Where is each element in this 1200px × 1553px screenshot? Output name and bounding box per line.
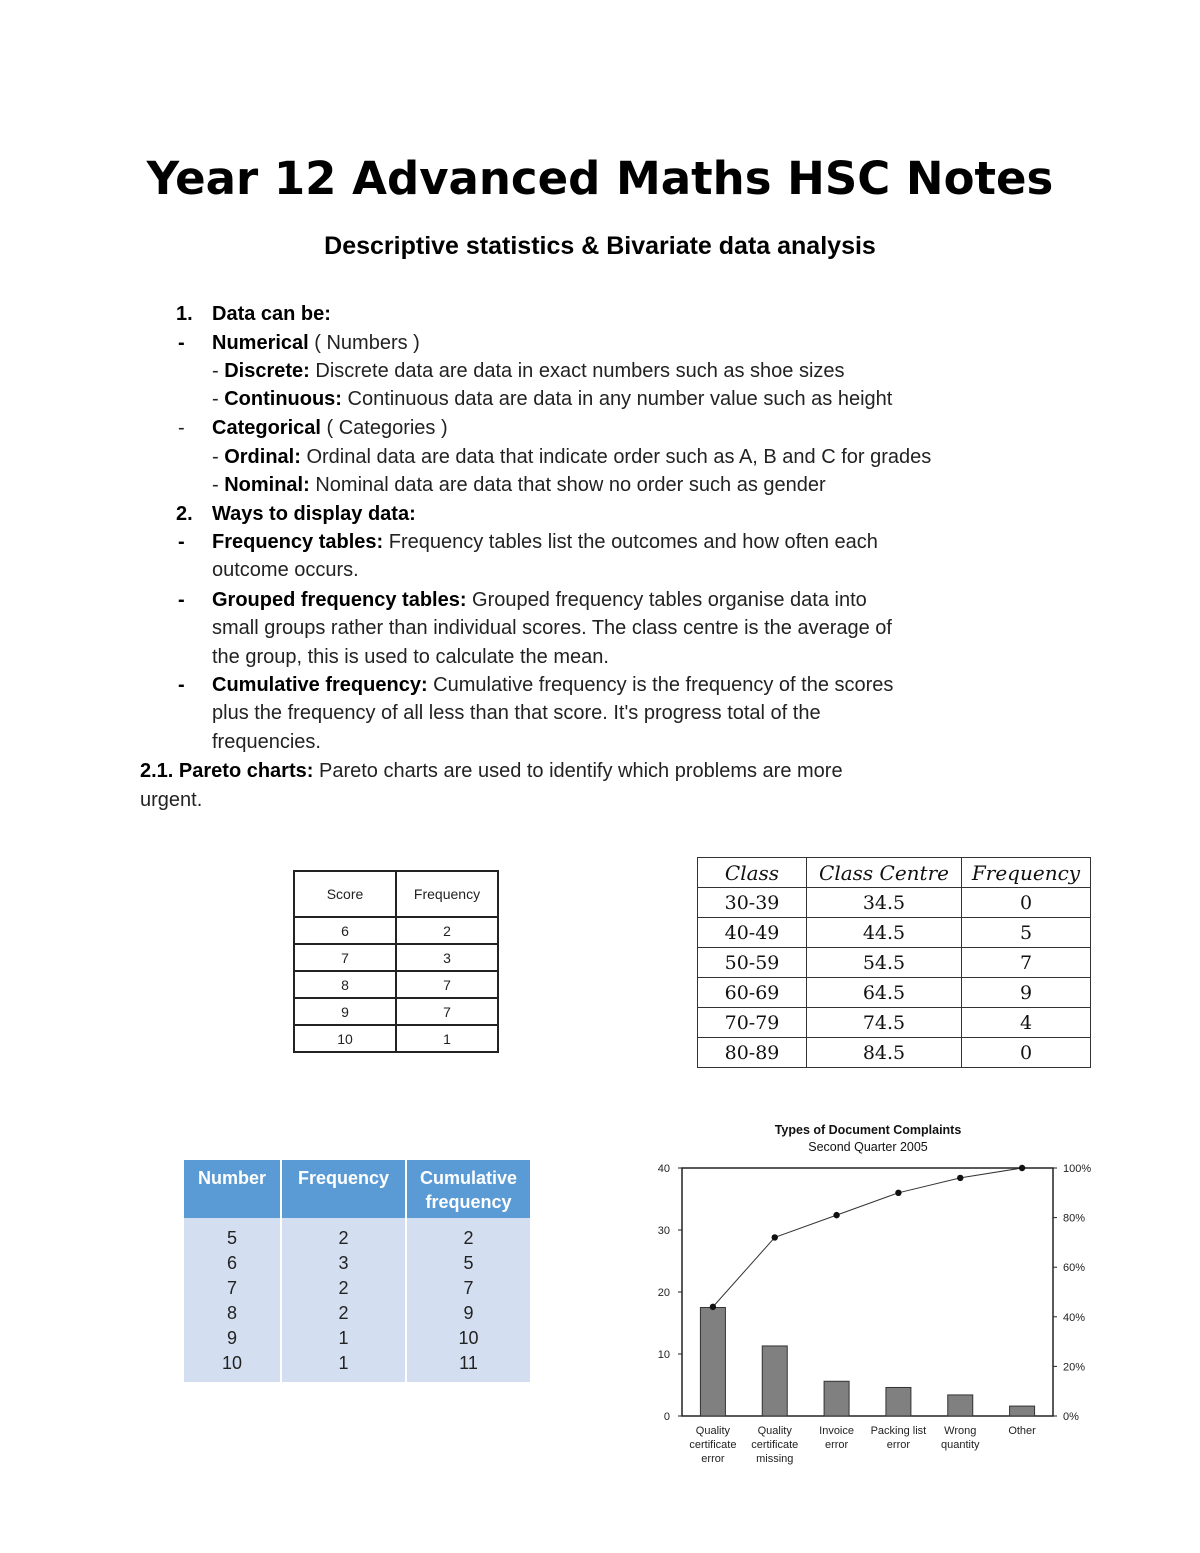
- chart-subtitle: Second Quarter 2005: [808, 1140, 928, 1154]
- table-cell: 11: [459, 1353, 478, 1373]
- term: Ordinal:: [224, 446, 301, 468]
- y-axis-tick-label: 0: [663, 1411, 670, 1423]
- table-cell: 9: [463, 1303, 474, 1323]
- table-cell: 7: [463, 1278, 474, 1298]
- term: Categorical: [212, 417, 321, 439]
- term: Numerical: [212, 332, 309, 354]
- cumulative-column: [407, 1226, 530, 1376]
- x-axis-label: certificate: [751, 1439, 799, 1451]
- number-column: [184, 1226, 280, 1376]
- term: 2.1. Pareto charts:: [140, 760, 314, 782]
- continuation-line: frequencies.: [212, 731, 321, 753]
- table-cell: 7: [396, 971, 498, 998]
- cumulative-frequency-table: [184, 1160, 530, 1382]
- cumulative-point: [895, 1190, 901, 1196]
- table-cell: 5: [962, 918, 1091, 948]
- table-cell: 2: [338, 1278, 349, 1298]
- table-cell: 7: [962, 948, 1091, 978]
- score-frequency-table: [293, 870, 499, 1053]
- x-axis-label: Quality: [695, 1425, 731, 1437]
- table-cell: 5: [226, 1228, 237, 1248]
- x-axis-label: certificate: [689, 1439, 737, 1451]
- y-axis-tick-label: 10: [657, 1349, 670, 1361]
- table-cell: 2: [396, 917, 498, 944]
- term: Discrete:: [224, 360, 310, 382]
- chart-bar: [1010, 1406, 1035, 1416]
- definition: ( Numbers ): [308, 332, 420, 354]
- y2-axis-tick-label: 100%: [1063, 1163, 1092, 1175]
- list-item: [212, 528, 878, 556]
- sub-dash: -: [212, 474, 225, 496]
- table-cell: 1: [338, 1328, 349, 1348]
- definition: Ordinal data are data that indicate order such as A, B and C for grades: [300, 446, 932, 468]
- table-header: Class Centre: [807, 858, 962, 888]
- table-cell: 3: [338, 1253, 349, 1273]
- table-cell: 2: [338, 1228, 349, 1248]
- definition: ( Categories ): [320, 417, 448, 439]
- page-subtitle: Descriptive statistics & Bivariate data analysis: [324, 232, 876, 260]
- list-number: 2.: [176, 503, 193, 525]
- continuation-line: the group, this is used to calculate the mean.: [212, 646, 609, 668]
- bullet-dash: -: [178, 674, 185, 696]
- x-axis-label: missing: [756, 1453, 794, 1465]
- table-cell: 0: [962, 888, 1091, 918]
- definition: Nominal data are data that show no order such as gender: [309, 474, 826, 496]
- table-cell: 8: [226, 1303, 237, 1323]
- table-header: Class: [698, 858, 807, 888]
- class-frequency-table: [697, 857, 1091, 1068]
- table-cell: 34.5: [807, 888, 962, 918]
- list-item: [140, 757, 843, 785]
- bullet-dash: -: [178, 589, 185, 611]
- table-header: Number: [197, 1168, 266, 1188]
- chart-bar: [762, 1346, 787, 1416]
- table-cell: 10: [221, 1353, 243, 1373]
- page-title: Year 12 Advanced Maths HSC Notes: [146, 152, 1054, 205]
- table-cell: 50-59: [698, 948, 807, 978]
- section-heading: Ways to display data:: [212, 503, 416, 525]
- table-cell: 6: [226, 1253, 237, 1273]
- table-cell: 9: [226, 1328, 237, 1348]
- term: Nominal:: [224, 474, 310, 496]
- term: Continuous:: [224, 388, 342, 410]
- cumulative-point: [710, 1304, 716, 1310]
- x-axis-label: Other: [1008, 1425, 1036, 1437]
- table-cell: 10: [458, 1328, 479, 1348]
- table-cell: 40-49: [698, 918, 807, 948]
- list-item: [212, 671, 893, 699]
- table-cell: 44.5: [807, 918, 962, 948]
- x-axis-label: Invoice: [819, 1425, 855, 1437]
- table-cell: 80-89: [698, 1038, 807, 1068]
- table-cell: 74.5: [807, 1008, 962, 1038]
- y-axis-tick-label: 40: [657, 1163, 670, 1175]
- definition: Continuous data are data in any number value such as height: [341, 388, 893, 410]
- x-axis-label: Quality: [757, 1425, 792, 1437]
- table-cell: 5: [463, 1253, 474, 1273]
- table-cell: 2: [463, 1228, 474, 1248]
- table-header: Frequency: [962, 858, 1091, 888]
- table-header: Frequency: [297, 1168, 390, 1188]
- x-axis-label: quantity: [940, 1439, 980, 1451]
- chart-bar: [886, 1387, 911, 1416]
- table-header: Cumulative frequency: [419, 1168, 518, 1212]
- continuation-line: urgent.: [140, 789, 203, 811]
- table-cell: 3: [396, 944, 498, 971]
- x-axis-label: Packing list: [870, 1425, 927, 1437]
- x-axis-label: error: [886, 1439, 911, 1451]
- x-axis-label: error: [701, 1453, 725, 1465]
- y-axis-tick-label: 20: [657, 1287, 670, 1299]
- table-cell: 10: [294, 1025, 396, 1052]
- definition: Cumulative frequency is the frequency of the scores: [427, 674, 894, 696]
- table-cell: 0: [962, 1038, 1091, 1068]
- table-cell: 84.5: [807, 1038, 962, 1068]
- definition: Pareto charts are used to identify which problems are more: [313, 760, 843, 782]
- plot-frame: [682, 1168, 1053, 1416]
- continuation-line: plus the frequency of all less than that score. It's progress total of the: [212, 702, 821, 724]
- term: Grouped frequency tables:: [212, 589, 467, 611]
- definition: Discrete data are data in exact numbers such as shoe sizes: [309, 360, 845, 382]
- table-cell: 54.5: [807, 948, 962, 978]
- continuation-line: outcome occurs.: [212, 559, 359, 581]
- pareto-chart: [640, 1115, 1110, 1475]
- table-header: Frequency: [396, 871, 498, 917]
- chart-bar: [948, 1395, 973, 1416]
- list-item: [212, 414, 448, 442]
- cumulative-point: [833, 1212, 839, 1218]
- chart-bar: [700, 1308, 725, 1417]
- table-header: Score: [294, 871, 396, 917]
- term: Cumulative frequency:: [212, 674, 428, 696]
- continuation-line: small groups rather than individual scores. The class centre is the average of: [212, 617, 892, 639]
- bullet-dash: -: [178, 332, 185, 354]
- table-cell: 9: [294, 998, 396, 1025]
- list-number: 1.: [176, 303, 193, 325]
- table-cell: 30-39: [698, 888, 807, 918]
- sub-dash: -: [212, 360, 225, 382]
- sub-item: [212, 357, 845, 385]
- table-cell: 60-69: [698, 978, 807, 1008]
- table-cell: 1: [396, 1025, 498, 1052]
- list-item: [212, 586, 867, 614]
- y2-axis-tick-label: 60%: [1063, 1262, 1086, 1275]
- table-cell: 64.5: [807, 978, 962, 1008]
- cumulative-point: [772, 1234, 778, 1240]
- y2-axis-tick-label: 0%: [1063, 1411, 1079, 1423]
- chart-title: Types of Document Complaints: [774, 1123, 962, 1137]
- sub-item: [212, 443, 931, 471]
- section-heading: Data can be:: [212, 303, 331, 325]
- sub-dash: -: [212, 388, 225, 410]
- table-cell: 1: [338, 1353, 349, 1373]
- table-cell: 6: [294, 917, 396, 944]
- table-cell: 2: [338, 1303, 349, 1323]
- sub-item: [212, 385, 892, 413]
- bullet-dash: -: [178, 531, 185, 553]
- cumulative-point: [957, 1175, 963, 1181]
- chart-bar: [824, 1381, 849, 1416]
- definition: Grouped frequency tables organise data into: [466, 589, 867, 611]
- table-cell: 8: [294, 971, 396, 998]
- cumulative-point: [1019, 1165, 1025, 1171]
- sub-dash: -: [212, 446, 225, 468]
- x-axis-label: error: [824, 1439, 849, 1451]
- cumulative-line: [713, 1168, 1022, 1307]
- y-axis-tick-label: 30: [657, 1225, 670, 1237]
- definition: Frequency tables list the outcomes and how often each: [383, 531, 878, 553]
- table-cell: 7: [294, 944, 396, 971]
- table-cell: 4: [962, 1008, 1091, 1038]
- sub-item: [212, 471, 826, 499]
- table-cell: 9: [962, 978, 1091, 1008]
- x-axis-label: Wrong: [944, 1425, 977, 1437]
- y2-axis-tick-label: 80%: [1063, 1212, 1086, 1225]
- y2-axis-tick-label: 20%: [1063, 1361, 1086, 1374]
- y2-axis-tick-label: 40%: [1063, 1311, 1086, 1324]
- list-item: [212, 329, 420, 357]
- table-cell: 70-79: [698, 1008, 807, 1038]
- table-cell: 7: [226, 1278, 237, 1298]
- table-cell: 7: [396, 998, 498, 1025]
- term: Frequency tables:: [212, 531, 384, 553]
- frequency-column: [282, 1226, 405, 1376]
- bullet-dash: -: [178, 417, 185, 439]
